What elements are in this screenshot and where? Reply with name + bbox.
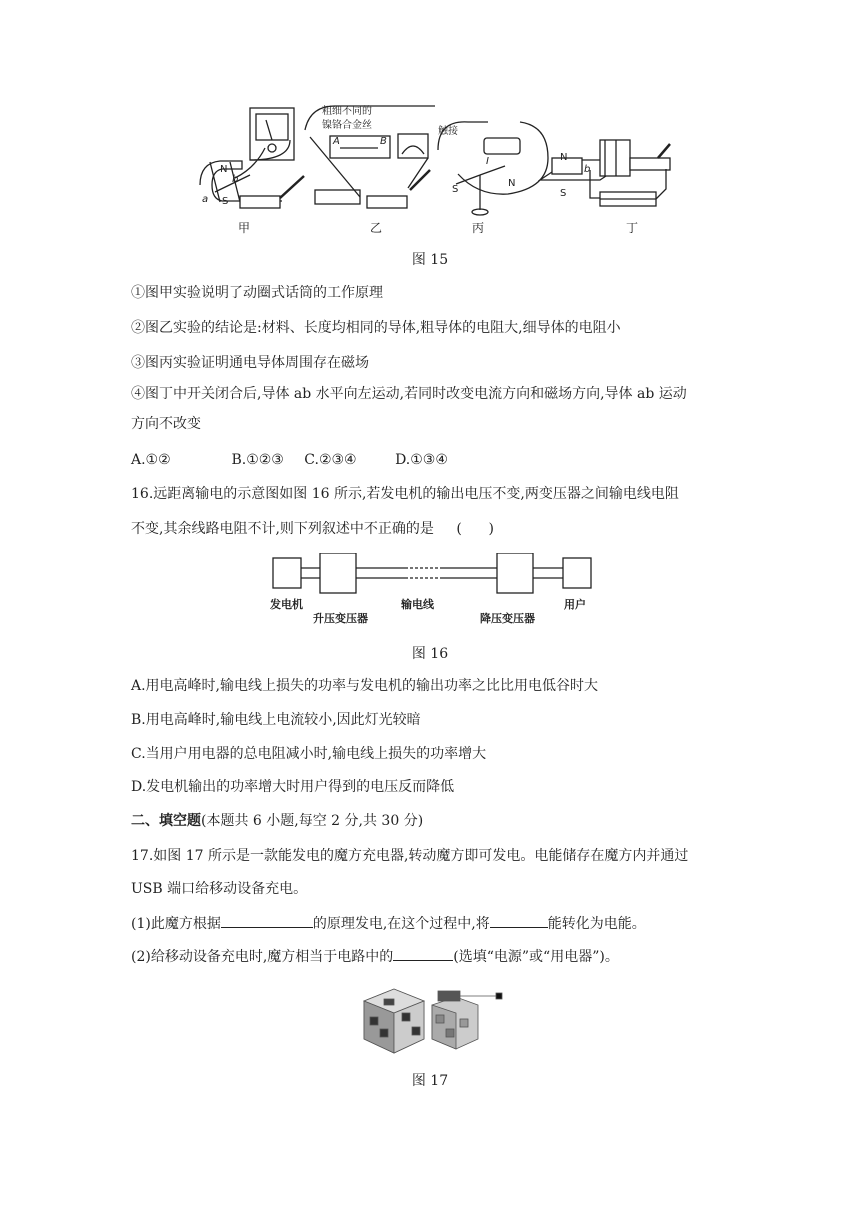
q16-stem-line1: 16.远距离输电的示意图如图 16 所示,若发电机的输出电压不变,两变压器之间输电线电阻 [131, 486, 679, 502]
q15-statement-1: ①图甲实验说明了动圈式话筒的工作原理 [131, 285, 383, 301]
fig16-user-label: 用户 [564, 598, 586, 611]
figure-15-drawing [180, 100, 680, 240]
section-2-title: 二、填空题 [131, 813, 201, 829]
fig15-label-bing: 丙 [472, 221, 485, 235]
q17-sub2-prefix: (2)给移动设备充电时,魔方相当于电路中的 [131, 949, 394, 965]
fig15-label-jia: 甲 [238, 221, 251, 235]
q17-blank-1[interactable] [221, 913, 313, 928]
figure-16 [270, 553, 600, 628]
q15-options [131, 450, 474, 470]
q15-statement-4: ④图丁中开关闭合后,导体 ab 水平向左运动,若同时改变电流方向和磁场方向,导体 ab 运动 [131, 386, 687, 402]
q17-sub1-prefix: (1)此魔方根据 [131, 916, 221, 932]
fig15-N-jia: N [220, 164, 228, 175]
fig15-wire-label-2: 镍铬合金丝 [322, 120, 372, 131]
section-2-heading [131, 811, 423, 831]
q17-blank-3[interactable] [393, 946, 453, 961]
q15-statement-3: ③图丙实验证明通电导体周围存在磁场 [131, 355, 369, 371]
q17-sub2-suffix: (选填“电源”或“用电器”)。 [453, 949, 619, 965]
fig15-N-bing: N [508, 178, 516, 189]
generator-box [273, 558, 301, 588]
q17-stem-line2: USB 端口给移动设备充电。 [131, 881, 308, 897]
fig15-label-yi: 乙 [370, 221, 383, 235]
fig15-label-ding: 丁 [626, 221, 639, 235]
q16-stem-text: 不变,其余线路电阻不计,则下列叙述中不正确的是 [131, 521, 434, 537]
step-up-transformer-box [320, 553, 356, 593]
fig16-step-down-label: 降压变压器 [480, 612, 535, 625]
fig15-touch-label: 触接 [438, 126, 458, 137]
fig15-a-jia: a [202, 194, 209, 205]
figure-16-caption: 图 16 [411, 646, 449, 662]
fig15-S-ding: S [560, 188, 567, 199]
q16-stem-line2 [131, 519, 494, 539]
fig15-b-jia: b [232, 174, 239, 185]
fig15-S-bing: S [452, 184, 459, 195]
q15-statement-4-cont: 方向不改变 [131, 416, 201, 432]
q17-stem-line1: 17.如图 17 所示是一款能发电的魔方充电器,转动魔方即可发电。电能储存在魔方内并通过 [131, 848, 689, 864]
q17-sub1-mid: 的原理发电,在这个过程中,将 [312, 916, 490, 932]
section-2-note: (本题共 6 小题,每空 2 分,共 30 分) [201, 813, 424, 829]
q16-option-b: B.用电高峰时,输电线上电流较小,因此灯光较暗 [131, 712, 421, 728]
q15-option-d: D.①③④ [395, 452, 448, 468]
user-box [563, 558, 591, 588]
q17-sub1 [131, 913, 646, 934]
fig16-line-label: 输电线 [401, 598, 434, 611]
q15-statement-2: ②图乙实验的结论是:材料、长度均相同的导体,粗导体的电阻大,细导体的电阻小 [131, 320, 621, 336]
figure-15 [180, 100, 680, 240]
step-down-transformer-box [497, 553, 533, 593]
fig15-wire-label-1: 粗细不同的 [322, 106, 372, 117]
fig15-N-ding: N [560, 152, 568, 163]
q15-option-a: A.①② [131, 452, 171, 468]
q16-option-c: C.当用户用电器的总电阻减小时,输电线上损失的功率增大 [131, 746, 487, 762]
fig15-B: B [380, 136, 387, 147]
fig16-step-up-label: 升压变压器 [313, 612, 368, 625]
q17-blank-2[interactable] [490, 913, 548, 928]
figure-15-caption: 图 15 [411, 252, 449, 268]
q16-option-d: D.发电机输出的功率增大时用户得到的电压反而降低 [131, 779, 455, 795]
figure-17-caption: 图 17 [411, 1073, 449, 1089]
fig15-b-ding: b [584, 164, 591, 175]
fig15-S-jia: S [222, 196, 229, 207]
q15-option-c: C.②③④ [304, 452, 357, 468]
fig15-I: I [486, 156, 489, 167]
q16-option-a: A.用电高峰时,输电线上损失的功率与发电机的输出功率之比比用电低谷时大 [131, 678, 599, 694]
q17-sub1-suffix: 能转化为电能。 [547, 916, 646, 932]
figure-16-drawing [270, 553, 600, 628]
q16-answer-paren: ( ) [456, 521, 494, 537]
fig16-generator-label: 发电机 [270, 598, 303, 611]
figure-17 [358, 983, 508, 1055]
q15-option-b: B.①②③ [231, 452, 284, 468]
q17-sub2 [131, 946, 619, 967]
fig15-A: A [333, 136, 340, 147]
figure-17-cube-image [358, 983, 508, 1055]
